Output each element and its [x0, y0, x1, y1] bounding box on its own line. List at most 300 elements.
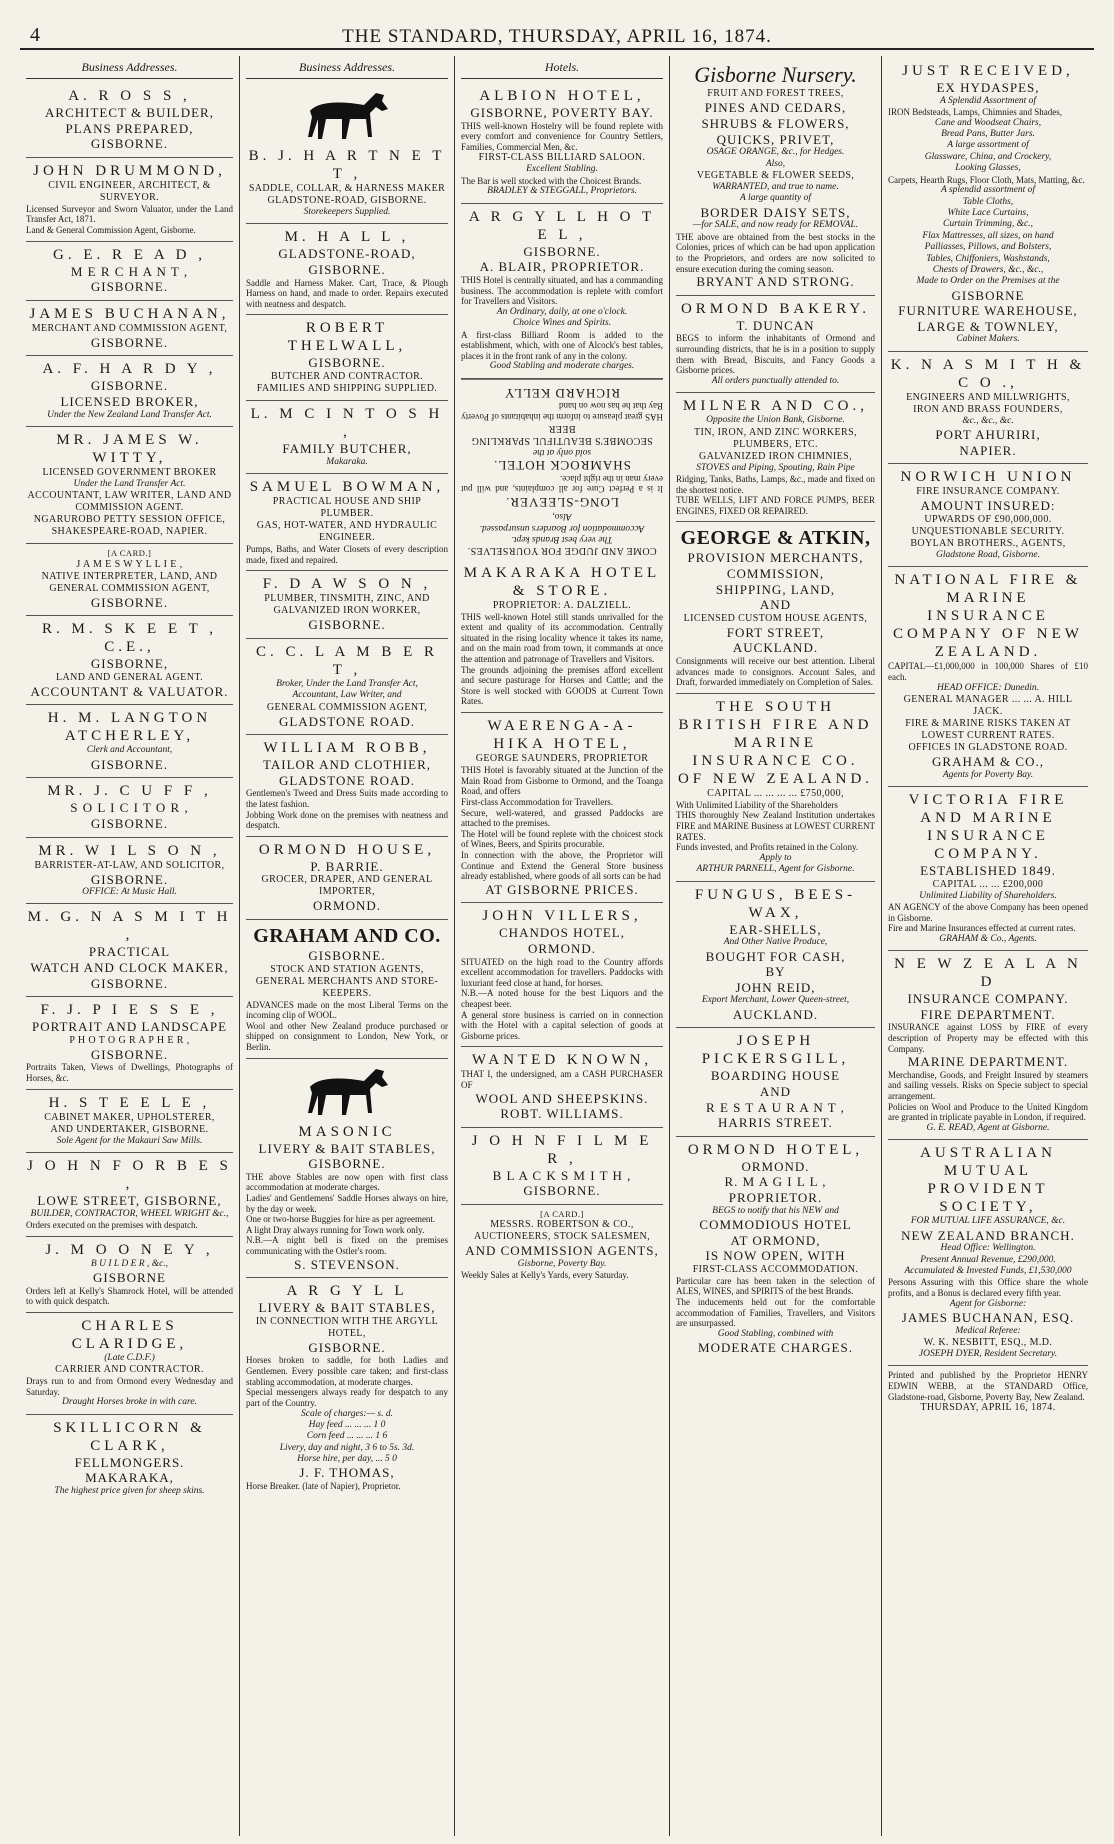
ad-title: J O H N F O R B E S , — [27, 1158, 232, 1193]
ad-title: H. M. LANGTON ATCHERLEY, — [47, 710, 212, 745]
ad-line: LIVERY & BAIT STABLES, — [258, 1300, 436, 1316]
ad-line: Made to Order on the Premises at the — [916, 276, 1060, 287]
ad-line: Secure, well-watered, and grassed Paddocks are attached to the premises. — [461, 807, 663, 829]
ad-line: FAMILIES AND SHIPPING SUPPLIED. — [256, 383, 438, 394]
ad-line: Funds invested, and Profits retained in the Colony. — [676, 842, 859, 853]
advertisement — [461, 83, 663, 204]
ad-line: And Other Native Produce, — [723, 937, 828, 948]
ad-line: In connection with the above, the Proprietor will Continue and Extend the General Store business already established, where goods of all sorts can be had — [461, 849, 663, 882]
ad-title: [A CARD.] — [540, 1209, 584, 1220]
advertisement — [246, 401, 448, 474]
ad-line: A large assortment of — [947, 140, 1029, 151]
advertisement — [676, 882, 875, 1029]
advertisement — [26, 83, 233, 158]
ad-line: Also, — [765, 158, 786, 169]
ad-line: GISBORNE — [92, 1270, 166, 1286]
ad-line: ORMOND. — [741, 1158, 810, 1174]
advertisement — [246, 83, 448, 224]
ad-line: GISBORNE. — [308, 617, 386, 633]
ad-line: Pumps, Baths, and Water Closets of every description made, fixed and repaired. — [246, 543, 448, 565]
ad-line: GISBORNE. — [90, 136, 169, 152]
advertisement — [461, 713, 663, 903]
advertisement — [461, 379, 663, 560]
ad-line: GLADSTONE ROAD. — [278, 772, 416, 788]
advertisement — [888, 1140, 1088, 1366]
ad-line: BUTCHER AND CONTRACTOR. — [270, 371, 424, 382]
ad-line: Particular care has been taken in the selection of ALES, WINES, and SPIRITS of the best Brands. — [676, 1275, 875, 1297]
page-number: 4 — [30, 24, 40, 46]
ad-line: CIVIL ENGINEER, ARCHITECT, & SURVEYOR. — [48, 179, 211, 203]
ad-title: NORWICH UNION — [900, 469, 1076, 486]
ad-line: Glassware, China, and Crockery, — [924, 151, 1052, 162]
ad-line: GISBORNE. — [90, 378, 169, 394]
ad-line: ARCHITECT & BUILDER, — [45, 105, 214, 120]
ad-line: A splendid assortment of — [940, 185, 1036, 196]
ad-line: THE above are obtained from the best stocks in the Colonies, prices of which can be had upon application to the Proprietors, and orders are now solicited to ensure execution during the coming season. — [676, 231, 875, 274]
ad-line: Draught Horses broke in with care. — [62, 1397, 197, 1408]
ad-line: P H O T O G R A P H E R , — [69, 1034, 190, 1046]
ad-line: BEGS to notify that his NEW and — [712, 1205, 839, 1216]
ad-line: THE above Stables are now open with first class accommodation at moderate charges. — [246, 1171, 448, 1193]
ad-title: SKILLICORN & CLARK, — [53, 1419, 206, 1454]
ad-line: J A M E S W Y L L I E , — [76, 558, 183, 570]
ad-line: White Lace Curtains, — [947, 207, 1029, 218]
ad-line: Jobbing Work done on the premises with neatness and despatch. — [246, 809, 448, 831]
ad-line: —for SALE, and now ready for REMOVAL. — [692, 220, 859, 231]
ad-line: COMMISSION, — [726, 565, 825, 581]
advertisement — [246, 571, 448, 639]
ad-line: Weekly Sales at Kelly's Yards, every Saturday. — [461, 1270, 629, 1281]
ad-line: SADDLE, COLLAR, & HARNESS MAKER — [248, 183, 446, 194]
ad-line: PORTRAIT AND LANDSCAPE — [31, 1019, 228, 1035]
ad-line: NEW ZEALAND BRANCH. — [901, 1227, 1075, 1243]
ad-line: GAS, HOT-WATER, AND HYDRAULIC ENGINEER. — [256, 519, 438, 543]
ad-line: Medical Referee: — [955, 1325, 1021, 1336]
ad-line: GISBORNE. — [90, 975, 169, 991]
ad-line: N.B.—A night bell is fixed on the premises communicating with the Ostler's room. — [246, 1235, 448, 1257]
ad-title: COME AND JUDGE FOR YOURSELVES. — [467, 544, 657, 556]
column-merchants — [670, 56, 882, 1836]
ad-title: FUNGUS, BEES-WAX, — [694, 886, 857, 921]
advertisement — [26, 997, 233, 1089]
ad-title: G. E. R E A D , — [53, 246, 206, 263]
ad-line: ADVANCES made on the most Liberal Terms on the incoming clip of WOOL. — [246, 999, 448, 1021]
ad-line: PLANS PREPARED, — [65, 120, 194, 136]
ad-line: S. STEVENSON. — [294, 1256, 400, 1272]
ad-line: A light Dray always running for Town work only. — [246, 1224, 425, 1235]
ad-line: INSURANCE COMPANY. — [907, 991, 1069, 1007]
ad-line: PROPRIETOR: A. DALZIELL. — [492, 599, 632, 611]
section-heading: Business Addresses. — [246, 58, 448, 79]
ad-line: MESSRS. ROBERTSON & CO., — [490, 1219, 634, 1231]
ad-line: THIS well-known Hostelry will be found replete with every comfort and convenience for Country Settlers, Families, Commercial Men, &c. — [461, 120, 663, 152]
ad-line: Persons Assuring with this Office share the whole profits, and a Bonus is declared every fifth year. — [888, 1277, 1088, 1299]
ad-line: Export Merchant, Lower Queen-street, — [701, 995, 850, 1006]
ad-line: With Unlimited Liability of the Shareholders — [676, 799, 838, 810]
ad-line: FIRST-CLASS ACCOMMODATION. — [692, 1263, 859, 1275]
ad-line: IRON Bedsteads, Lamps, Chimnies and Shades, — [888, 106, 1062, 117]
ad-line: GLADSTONE-ROAD, GISBORNE. — [267, 195, 427, 206]
ad-line: MAKARAKA, — [85, 1470, 174, 1486]
ad-line: UNQUESTIONABLE SECURITY. — [911, 526, 1065, 538]
ad-line: Horses broken to saddle, for both Ladies and Gentlemen. Every possible care taken; and first-class stabling accommodation, at moderate charges. — [246, 1355, 448, 1387]
ad-title: K. N A S M I T H & C O ., — [890, 356, 1086, 391]
ad-line: The highest price given for sheep skins. — [54, 1486, 205, 1497]
columns — [20, 56, 1094, 1836]
ad-line: Head Office: Wellington. — [940, 1243, 1036, 1254]
advertisement — [888, 787, 1088, 951]
advertisement — [26, 838, 233, 905]
ad-line: Opposite the Union Bank, Gisborne. — [706, 415, 845, 426]
ad-line: Looking Glasses, — [955, 163, 1021, 174]
ad-title: NATIONAL FIRE & MARINE INSURANCE COMPANY OF NEW ZEALAND. — [893, 572, 1083, 661]
ad-line: GISBORNE. — [90, 815, 169, 831]
ad-line: G. E. READ, Agent at Gisborne. — [926, 1122, 1050, 1133]
ad-line: LICENSED GOVERNMENT BROKER — [42, 466, 217, 478]
ad-title: ORMOND HOUSE, — [258, 841, 436, 858]
ad-line: The very best Brands kept. — [511, 533, 613, 544]
ad-line: GISBORNE. — [308, 261, 386, 277]
ad-line: FIRE INSURANCE COMPANY. — [916, 486, 1060, 498]
ad-line: Table Cloths, — [962, 196, 1014, 207]
ad-line: T. DUNCAN — [736, 317, 815, 333]
ad-line: Storekeepers Supplied. — [303, 207, 391, 217]
ad-title: N E W Z E A L A N D — [894, 956, 1082, 991]
ad-line: OFFICES IN GLADSTONE ROAD. — [908, 742, 1068, 754]
ad-line: Orders left at Kelly's Shamrock Hotel, will be attended to with quick despatch. — [26, 1285, 233, 1307]
advertisement — [676, 522, 875, 693]
ad-line: GISBORNE. — [308, 1339, 386, 1355]
ad-line: Tables, Chiffoniers, Washstands, — [926, 253, 1050, 264]
advertisement — [26, 1415, 233, 1503]
ad-line: Broker, Under the Land Transfer Act, — [276, 678, 418, 689]
ad-line: PROPRIETOR. — [728, 1189, 823, 1205]
ad-line: R. M A G I L L , — [724, 1174, 827, 1190]
ad-line: FOR MUTUAL LIFE ASSURANCE, &c. — [910, 1216, 1066, 1227]
advertisement — [888, 951, 1088, 1140]
ad-line: Special messengers always ready for despatch to any part of the Country. — [246, 1387, 448, 1408]
ad-line: Corn feed ... ... ... 1 6 — [306, 1431, 388, 1442]
ad-title: MR. JAMES W. WITTY, — [56, 431, 203, 466]
ad-line: GLADSTONE-ROAD, — [278, 246, 416, 262]
ad-line: Gladstone Road, Gisborne. — [936, 550, 1040, 561]
ad-line: STOCK AND STATION AGENTS, — [270, 963, 424, 975]
advertisement — [26, 1237, 233, 1313]
advertisement — [246, 837, 448, 920]
ad-line: SHAMROCK HOTEL. — [493, 457, 631, 473]
advertisement — [246, 315, 448, 401]
ad-line: ORMOND. — [312, 898, 382, 914]
advertisement — [26, 544, 233, 616]
ad-line: BOUGHT FOR CASH, — [705, 948, 846, 964]
ad-title: C. C. L A M B E R T , — [255, 643, 439, 678]
ad-line: BRYANT AND STRONG. — [696, 274, 855, 290]
advertisement — [676, 393, 875, 522]
ad-title: A. R O S S , — [68, 88, 191, 104]
ad-line: QUICKS, PRIVET, — [716, 131, 835, 147]
ad-title: J. M O O N E Y , — [45, 1241, 214, 1258]
ad-line: B L A C K S M I T H , — [492, 1167, 632, 1183]
ad-line: M E R C H A N T , — [70, 263, 189, 279]
ad-line: ROBT. WILLIAMS. — [500, 1106, 624, 1122]
ad-title: F. J. P I E S S E , — [40, 1002, 219, 1019]
ad-line: FORT STREET, — [726, 624, 825, 640]
advertisement — [246, 224, 448, 315]
ad-line: PROVISION MERCHANTS, — [687, 550, 864, 566]
ad-line: R E S T A U R A N T , — [706, 1099, 845, 1115]
advertisement — [26, 1090, 233, 1153]
advertisement — [888, 464, 1088, 567]
ad-line: sold only at the — [532, 447, 592, 458]
ad-line: Unlimited Liability of Shareholders. — [919, 890, 1057, 901]
ad-title: ORMOND HOTEL, — [687, 1141, 864, 1158]
ad-line: THIS thoroughly New Zealand Institution undertakes FIRE and MARINE Business at LOWEST CURRENT RATES. — [676, 810, 875, 842]
ad-line: Merchandise, Goods, and Freight Insured by steamers and sailing vessels. Risks on Specie subject to special arrangement. — [888, 1069, 1088, 1102]
ad-title: JAMES BUCHANAN, — [29, 305, 230, 322]
ad-line: THIS Hotel is centrally situated, and has a commanding business. The accommodation is replete with comfort for Travellers and Visitors. — [461, 275, 663, 307]
ad-title: A R G Y L L H O T E L , — [468, 208, 656, 243]
ad-title: MASONIC — [298, 1123, 396, 1140]
ad-line: Accommodation for Boarders unsurpassed. — [479, 522, 645, 533]
advertisement — [676, 694, 875, 882]
advertisement — [26, 301, 233, 357]
ad-line: MERCHANT AND COMMISSION AGENT, — [31, 322, 228, 334]
advertisement — [676, 58, 875, 296]
ad-line: PRACTICAL — [88, 944, 171, 960]
ad-line: Consignments will receive our best attention. Liberal advances made to consignors. Account Sales, and Draft, forwarded immediately on Completion of Sales. — [676, 655, 875, 688]
ad-line: OSAGE ORANGE, &c., for Hedges. — [706, 147, 845, 158]
ad-line: LOWE STREET, GISBORNE, — [37, 1193, 222, 1209]
ad-line: GISBORNE, POVERTY BAY. — [470, 105, 654, 120]
ad-line: GISBORNE. — [308, 355, 386, 371]
column-business-addresses-2 — [240, 56, 455, 1836]
ad-line: Makaraka. — [326, 456, 368, 467]
ad-line: OFFICE: At Music Hall. — [82, 887, 177, 898]
ad-line: A Splendid Assortment of — [940, 95, 1036, 106]
ad-title: J O H N F I L M E R , — [471, 1132, 653, 1167]
advertisement — [676, 1028, 875, 1136]
ad-line: NAPIER. — [959, 442, 1017, 458]
ad-line: Licensed Surveyor and Sworn Valuator, under the Land Transfer Act, 1871. — [26, 203, 233, 225]
ad-line: ORMOND. — [527, 940, 597, 956]
ad-line: CARRIER AND CONTRACTOR. — [55, 1364, 204, 1376]
ad-line: Cane and Woodseat Chairs, — [934, 117, 1042, 128]
ad-line: HAS great pleasure to inform the inhabitants of Poverty Bay that he has now on hand — [461, 401, 663, 422]
ad-line: Accountant, Law Writer, and — [292, 690, 402, 701]
ad-line: GISBORNE — [951, 287, 1025, 303]
ad-title: JUST RECEIVED, — [902, 63, 1074, 79]
ad-title: WANTED KNOWN, — [471, 1052, 653, 1069]
ad-line: AUCKLAND. — [732, 640, 819, 656]
advertisement — [26, 778, 233, 837]
ad-line: WARRANTED, and true to name. — [712, 181, 839, 192]
newspaper-title: THE STANDARD, THURSDAY, APRIL 16, 1874. — [342, 26, 772, 47]
ad-line: FIRE & MARINE RISKS TAKEN AT LOWEST CURRENT RATES. — [905, 718, 1071, 742]
ad-line: A. BLAIR, PROPRIETOR. — [479, 259, 645, 275]
ad-line: GISBORNE. — [523, 1183, 601, 1199]
ad-line: GISBORNE. — [90, 279, 169, 295]
ad-line: GENERAL COMMISSION AGENT, — [266, 701, 428, 713]
ad-line: The Hotel will be found replete with the choicest stock of Wines, Beers, and Spirits procurable. — [461, 828, 663, 850]
column-business-addresses-1 — [20, 56, 240, 1836]
ad-title: ROBERT THELWALL, — [287, 320, 407, 355]
ad-title: M. H A L L , — [284, 229, 410, 246]
ad-line: Curtain Trimming, &c., — [943, 219, 1033, 230]
ad-title: JOHN VILLERS, — [482, 908, 642, 925]
ad-line: GISBORNE. — [523, 243, 601, 259]
ad-line: HARRIS STREET. — [718, 1115, 833, 1131]
ad-line: IRON AND BRASS FOUNDERS, — [913, 403, 1063, 415]
ad-line: Livery, day and night, 3 6 to 5s. 3d. — [279, 1442, 415, 1453]
ad-title: WILLIAM ROBB, — [263, 740, 431, 757]
ad-line: AN AGENCY of the above Company has been opened in Gisborne. — [888, 901, 1088, 923]
ad-title: H. S T E E L E , — [48, 1094, 211, 1111]
advertisement — [676, 1137, 875, 1361]
ad-line: GLADSTONE ROAD. — [278, 713, 416, 729]
advertisement — [246, 735, 448, 837]
ad-line: AT ORMOND, — [730, 1232, 821, 1248]
ad-line: STOVES and Piping, Spouting, Rain Pipe — [696, 462, 855, 473]
ad-line: Horse Breaker. (late of Napier), Proprietor. — [246, 1481, 401, 1492]
ad-line: S O L I C I T O R , — [70, 800, 189, 816]
ad-line: Hay feed ... ... ... 1 0 — [308, 1419, 386, 1430]
ad-line: EX HYDASPES, — [936, 80, 1040, 95]
advertisement — [26, 242, 233, 301]
ad-line: COMMODIOUS HOTEL — [699, 1216, 852, 1232]
ad-line: Horse hire, per day, ... 5 0 — [297, 1454, 397, 1465]
ad-line: An Ordinary, daily, at one o'clock. — [496, 306, 628, 317]
ad-line: WATCH AND CLOCK MAKER, — [30, 960, 229, 976]
ad-line: EAR-SHELLS, — [729, 921, 822, 937]
ad-title: SAMUEL BOWMAN, — [249, 478, 445, 495]
advertisement — [246, 1278, 448, 1496]
ad-line: CHANDOS HOTEL, — [499, 925, 625, 941]
ad-title: CHARLES CLARIDGE, — [71, 1317, 188, 1352]
ad-line: GENERAL MERCHANTS AND STORE-KEEPERS. — [255, 975, 439, 999]
ad-title: A R G Y L L — [286, 1283, 408, 1300]
ad-line: TUBE WELLS, LIFT AND FORCE PUMPS, BEER ENGINES, FIXED OR REPAIRED. — [676, 495, 875, 516]
ad-line: All orders punctually attended to. — [711, 375, 840, 386]
ad-line: Apply to — [759, 852, 792, 863]
ad-line: AND COMMISSION AGENTS, — [465, 1243, 659, 1259]
ad-line: FAMILY BUTCHER, — [282, 441, 412, 456]
ad-title: MR. W I L S O N , — [38, 842, 221, 859]
ad-line: GENERAL MANAGER ... ... A. HILL JACK. — [903, 694, 1073, 718]
advertisement — [26, 705, 233, 778]
ad-line: GISBORNE. — [90, 594, 169, 610]
ad-title: A. F. H A R D Y , — [42, 361, 217, 378]
ad-line: (Late C.D.F.) — [104, 1352, 155, 1363]
ad-line: THIS well-known Hotel still stands unrivalled for the extent and quality of its accommodation. Centrally situated in the rising locality whence it takes its name, and on the main road from town, it commands at once the attention and patronage of Travellers and Visitors. — [461, 611, 663, 665]
ad-line: SITUATED on the high road to the Country affords excellent accommodation for travellers. Paddocks with luxuriant feed close at hand, for horses. — [461, 956, 663, 988]
ad-title: B. J. H A R T N E T T , — [248, 148, 446, 182]
ad-line: Wool and other New Zealand produce purchased or shipped on consignment to London, New York, or Berlin. — [246, 1020, 448, 1053]
ad-title: THE SOUTH BRITISH FIRE AND MARINE INSURANCE CO. OF NEW ZEALAND. — [677, 698, 874, 787]
advertisement — [26, 158, 233, 242]
ad-line: Ladies' and Gentlemens' Saddle Horses always on hire, by the day or week. — [246, 1193, 448, 1214]
ad-line: LICENSED BROKER, — [60, 393, 199, 409]
advertisement — [888, 58, 1088, 352]
ad-line: SECOMBE'S BEAUTIFUL SPARKLING BEER — [471, 422, 653, 446]
ad-title: [A CARD.] — [107, 548, 152, 559]
advertisement — [26, 1313, 233, 1415]
ad-line: JOHN REID, — [735, 979, 816, 995]
ad-line: FRUIT AND FOREST TREES, — [707, 88, 844, 100]
ad-line: B U I L D E R , &c., — [90, 1258, 169, 1269]
advertisement — [461, 204, 663, 379]
ad-line: A large quantity of — [740, 193, 811, 204]
ad-line: The inducements held out for the comfortable accommodation of Families, Travellers, and Visitors are unsurpassed. — [676, 1296, 875, 1329]
ad-line: GEORGE SAUNDERS, PROPRIETOR — [475, 753, 649, 765]
ad-line: GISBORNE. — [90, 756, 169, 772]
ad-line: Under the Land Transfer Act. — [73, 478, 186, 489]
ad-line: ARTHUR PARNELL, Agent for Gisborne. — [696, 864, 855, 875]
advertisement — [461, 1128, 663, 1205]
ad-line: THAT I, the undersigned, am a CASH PURCHASER OF — [461, 1069, 663, 1091]
ad-line: A general store business is carried on in connection with the Hotel with a capital selection of goods at Gisborne prices. — [461, 1009, 663, 1041]
ad-line: Land & General Commission Agent, Gisborne. — [26, 225, 196, 235]
ad-line: HEAD OFFICE: Dunedin. — [936, 682, 1040, 693]
ad-line: SHRUBS & FLOWERS, — [701, 115, 850, 131]
advertisement — [461, 1047, 663, 1127]
ad-line: JAMES BUCHANAN, ESQ. — [901, 1310, 1075, 1326]
ad-line: Portraits Taken, Views of Dwellings, Photographs of Horses, &c. — [26, 1062, 233, 1084]
ad-line: Excellent Stabling. — [526, 164, 598, 175]
ad-title: R. M. S K E E T , C.E., — [42, 621, 217, 656]
ad-line: NGARUROBO PETTY SESSION OFFICE, SHAKESPEARE-ROAD, NAPIER. — [33, 514, 226, 538]
ad-title: ALBION HOTEL, — [479, 88, 645, 104]
ad-line: Ridging, Tanks, Baths, Lamps, &c., made and fixed on the shortest notice. — [676, 473, 875, 495]
ad-title: L. M C I N T O S H , — [250, 406, 444, 440]
ad-line: LONG-SLEEVER. — [505, 494, 619, 510]
ad-line: Accumulated & Invested Funds, £1,530,000 — [904, 1266, 1072, 1277]
advertisement — [246, 1059, 448, 1279]
ad-line: GROCER, DRAPER, AND GENERAL IMPORTER, — [261, 874, 433, 898]
column-insurance — [882, 56, 1094, 1836]
ad-title: JOHN DRUMMOND, — [33, 162, 226, 179]
horse-illustration — [292, 87, 402, 145]
ad-line: BORDER DAISY SETS, — [700, 204, 851, 220]
ad-line: INSURANCE against LOSS by FIRE of every description of Property may be effected with this Company. — [888, 1022, 1088, 1054]
advertisement — [461, 560, 663, 713]
ad-line: LICENSED CUSTOM HOUSE AGENTS, — [683, 612, 868, 624]
column-hotels — [455, 56, 670, 1836]
ad-line: BEGS to inform the inhabitants of Ormond and surrounding districts, that he is in a position to supply them with Bread, Biscuits, and Fancy Goods a Gisborne prices. — [676, 333, 875, 376]
ad-line: GISBORNE, — [90, 656, 169, 672]
ad-line: GISBORNE. — [90, 334, 169, 350]
ad-line: Cabinet Makers. — [956, 334, 1020, 345]
ad-line: Under the New Zealand Land Transfer Act. — [47, 409, 212, 420]
ad-line: JOSEPH DYER, Resident Secretary. — [918, 1349, 1058, 1359]
ad-line: MARINE DEPARTMENT. — [907, 1054, 1069, 1070]
ad-line: Agent for Gisborne: — [949, 1298, 1027, 1309]
ad-line: CABINET MAKER, UPHOLSTERER, — [44, 1111, 215, 1123]
ad-line: Chests of Drawers, &c., &c., — [932, 264, 1044, 275]
ad-line: Orders executed on the premises with despatch. — [26, 1220, 198, 1231]
ad-line: LAND AND GENERAL AGENT. — [56, 671, 203, 683]
ad-line: AT GISBORNE PRICES. — [485, 881, 639, 897]
ad-line: AUCKLAND. — [732, 1006, 819, 1022]
ad-line: Palliasses, Pillows, and Bolsters, — [924, 242, 1052, 253]
advertisement — [26, 616, 233, 705]
ad-line: THIS Hotel is favorably situated at the Junction of the Main Road from Gisborne to Ormond, and the Toanga Road, and offers — [461, 765, 663, 797]
ad-line: Clerk and Accountant, — [86, 745, 173, 756]
ad-title: WAERENGA-A-HIKA HOTEL, — [487, 718, 637, 753]
section-heading: Hotels. — [461, 58, 663, 79]
ad-line: Gisborne, Poverty Bay. — [517, 1258, 607, 1269]
ad-line: First-class Accommodation for Travellers. — [461, 796, 613, 807]
ad-line: CAPITAL ... ... £200,000 — [932, 878, 1044, 890]
